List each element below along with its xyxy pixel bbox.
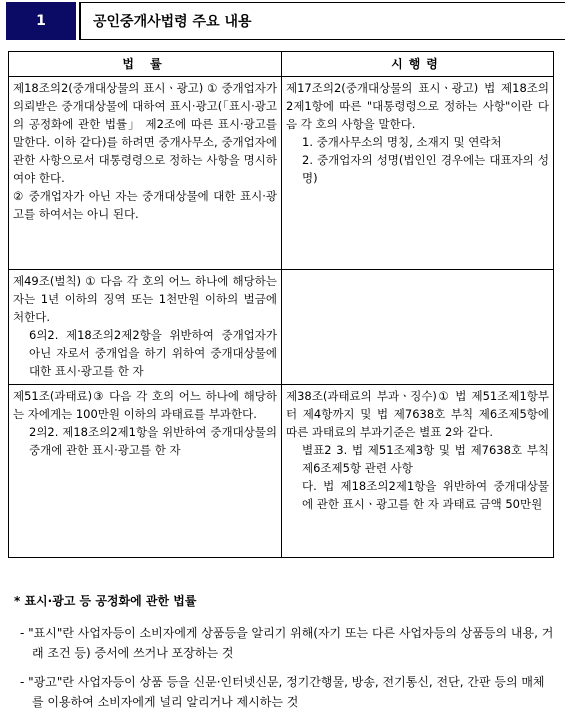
law-text: 제51조(과태료)③ 다음 각 호의 어느 하나에 해당하는 자에게는 100만원 이하의 과태료를 부과한다.	[13, 389, 277, 421]
notes-item: - "표시"란 사업자등이 소비자에게 상품등을 알리기 위해(자기 또는 다른 사업자등의 상품등의 내용, 거래 조건 등) 증서에 쓰거나 포장하는 것	[20, 626, 554, 660]
decree-cell	[282, 77, 554, 270]
law-text: 2의2. 제18조의2제1항을 위반하여 중개대상물의 중개에 관한 표시·광고를 한 자	[29, 425, 277, 457]
notes-section	[14, 592, 554, 721]
law-text: ② 중개업자가 아닌 자는 중개대상물에 대한 표시·광고를 하여서는 아니 된다.	[13, 189, 277, 221]
column-header-decree: 시행령	[282, 52, 554, 77]
law-cell	[9, 270, 282, 385]
law-text: 제18조의2(중개대상물의 표시ㆍ광고) ① 중개업자가 의뢰받은 중개대상물에 대하여 표시·광고(「표시·광고의 공정화에 관한 법률」 제2조에 따른 표시·광고를 말한다. 이하 같다)를 하려면 중개사무소, 중개업자에 관한 사항으로서 대통령령으로 정하는 사항을 명시하여야 한다.	[13, 81, 277, 185]
table-row	[9, 77, 554, 270]
column-header-law: 법 률	[9, 52, 282, 77]
decree-text: 1. 중개사무소의 명칭, 소재지 및 연락처	[302, 135, 502, 149]
law-cell	[9, 385, 282, 558]
table-header-row	[9, 52, 554, 77]
decree-text: 별표2 3. 법 제51조제3항 및 법 제7638호 부칙 제6조제5항 관련 사항	[302, 443, 549, 475]
decree-cell	[282, 270, 554, 385]
decree-text: 다. 법 제18조의2제1항을 위반하여 중개대상물에 관한 표시ㆍ광고를 한 자 과태료 금액 50만원	[302, 479, 549, 511]
section-title: 공인중개사법령 주요 내용	[79, 2, 565, 40]
law-comparison-table	[8, 51, 554, 558]
table-row	[9, 385, 554, 558]
law-text: 6의2. 제18조의2제2항을 위반하여 중개업자가 아닌 자로서 중개업을 하기 위하여 중개대상물에 대한 표시·광고를 한 자	[29, 328, 277, 378]
notes-item: - "광고"란 사업자등이 상품 등을 신문·인터넷신문, 정기간행물, 방송, 전기통신, 전단, 간판 등의 매체를 이용하여 소비자에게 널리 알리거나 제시하는 것	[20, 675, 545, 709]
decree-text: 제38조(과태료의 부과ㆍ징수)① 법 제51조제1항부터 제4항까지 및 법 제7638호 부칙 제6조제5항에 따른 과태료의 부과기준은 별표 2와 같다.	[286, 389, 549, 439]
law-cell	[9, 77, 282, 270]
law-text: 제49조(벌칙) ① 다음 각 호의 어느 하나에 해당하는 자는 1년 이하의 징역 또는 1천만원 이하의 벌금에 처한다.	[13, 274, 277, 324]
decree-cell	[282, 385, 554, 558]
decree-text: 제17조의2(중개대상물의 표시ㆍ광고) 법 제18조의2제1항에 따른 "대통령령으로 정하는 사항"이란 다음 각 호의 사항을 말한다.	[286, 81, 549, 131]
section-header	[6, 2, 556, 40]
table-row	[9, 270, 554, 385]
notes-heading: * 표시·광고 등 공정화에 관한 법률	[14, 594, 197, 608]
decree-text: 2. 중개업자의 성명(법인인 경우에는 대표자의 성명)	[302, 153, 549, 185]
section-number: 1	[6, 2, 76, 40]
